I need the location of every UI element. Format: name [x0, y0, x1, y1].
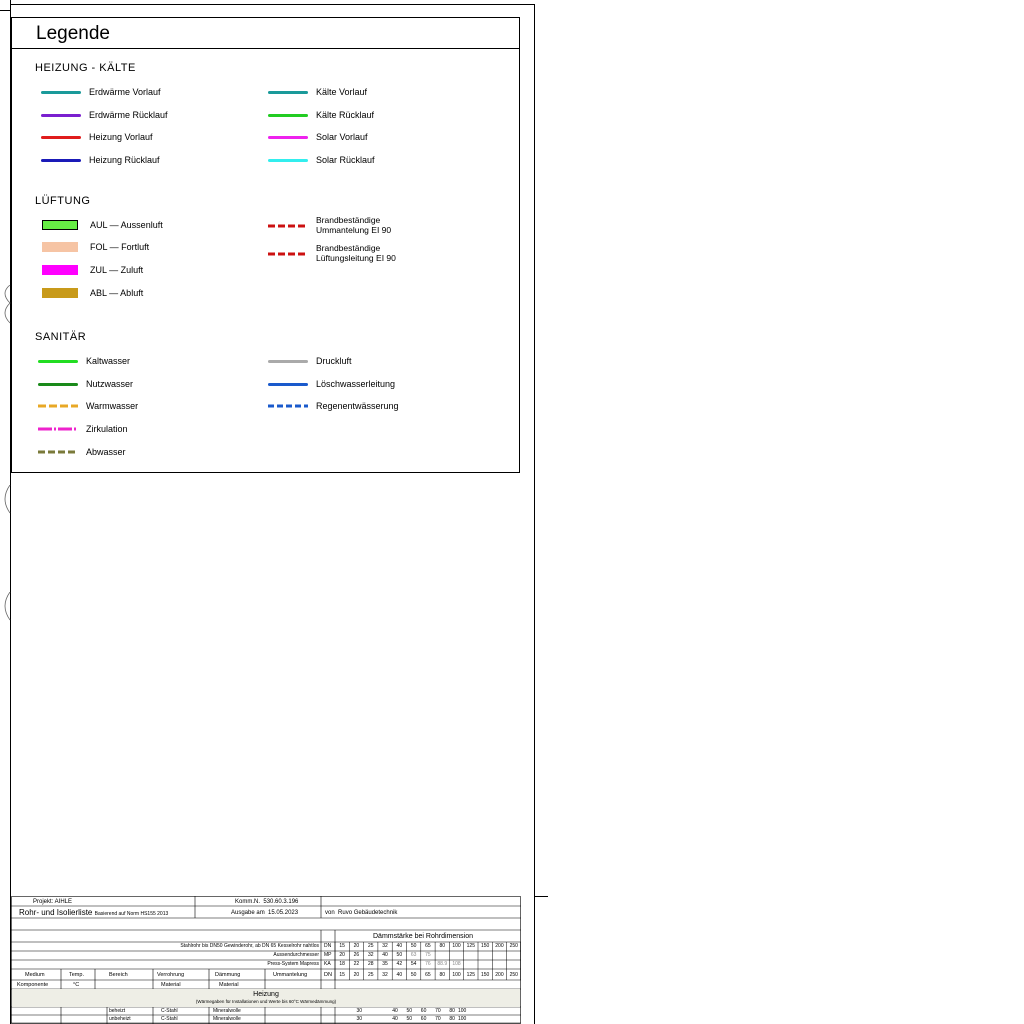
dashed-line-swatch	[268, 224, 308, 228]
dn-cell: 40	[396, 972, 403, 978]
header-dn: DN	[324, 972, 332, 978]
table-title-text: Rohr- und Isolierliste	[19, 908, 93, 917]
color-swatch	[42, 288, 78, 298]
dn-cell: 25	[367, 943, 374, 949]
dn-cell: 35	[382, 961, 388, 967]
dn-cell: 15	[339, 943, 345, 949]
dn-cell: 32	[382, 972, 388, 978]
data-row-value: 60	[420, 1016, 427, 1022]
line-swatch	[268, 114, 308, 117]
row-label-stahlrohr: Stahlrohr bis DN50 Gewinderohr, ab DN 65 Kesselrohr nahtlos	[180, 943, 319, 949]
dn-cell: 50	[410, 972, 417, 978]
dn-cell: 200	[495, 943, 504, 949]
dn-cell: 76	[425, 961, 431, 967]
dn-cell: 125	[466, 972, 475, 978]
top-border	[10, 4, 535, 5]
dn-cell: 22	[353, 961, 360, 967]
daemm-header: Dämmstärke bei Rohrdimension	[373, 933, 473, 940]
legend-label-line1: Brandbeständige	[316, 243, 381, 253]
dashed-line-swatch	[38, 450, 78, 454]
ausgabe-label-text: Ausgabe am	[231, 910, 265, 916]
dn-cell: 20	[353, 972, 360, 978]
heizung-section-sub: (Wärmegaben für Installationen und Werte bis 60°C Wärmedämmung)	[195, 999, 337, 1004]
dn-cell: 250	[509, 943, 518, 949]
legend-label: ABL — Abluft	[90, 288, 144, 298]
header-temp: Temp.	[69, 972, 84, 978]
dn-cell: 108	[452, 961, 461, 967]
dn-cell: 26	[353, 952, 360, 958]
header-ummantelung: Ummantelung	[273, 972, 308, 978]
line-swatch	[38, 383, 78, 386]
header-daemmung: Dämmung	[215, 972, 241, 978]
header-verrohrung: Verrohrung	[157, 972, 185, 978]
legend-label: Kaltwasser	[86, 356, 131, 366]
legend-label: Solar Rücklauf	[316, 155, 375, 165]
dn-cell: 80	[439, 972, 446, 978]
dn-cell: 20	[353, 943, 360, 949]
legend-label: Nutzwasser	[86, 379, 134, 389]
data-row-2-verrohrung: C-Stahl	[161, 1016, 178, 1022]
data-row-value: 40	[392, 1016, 398, 1022]
color-swatch	[42, 265, 78, 275]
sanitaer-heading: SANITÄR	[35, 331, 87, 343]
data-row-value: 70	[435, 1016, 441, 1022]
data-row-value: 30	[356, 1016, 362, 1022]
legend-box	[11, 17, 520, 473]
line-swatch	[41, 136, 81, 139]
row-label-mapress: Press-System Mapress	[267, 961, 319, 967]
row-unit-ka: KA	[324, 961, 331, 967]
dn-cell: 63	[410, 952, 417, 958]
dn-cell: 100	[452, 943, 461, 949]
data-row-value: 80	[449, 1016, 455, 1022]
data-row-value: 100	[457, 1016, 467, 1022]
lueftung-heading: LÜFTUNG	[35, 195, 91, 207]
legend-label	[316, 215, 391, 235]
sub-header-celsius: °C	[73, 982, 80, 988]
sub-header-komponente: Komponente	[17, 982, 49, 988]
edge-mark-2	[0, 485, 12, 515]
edge-mark-3	[0, 592, 12, 622]
color-swatch	[42, 242, 78, 252]
data-row-value: 70	[435, 1008, 441, 1014]
dn-cell: 32	[367, 952, 374, 958]
komm-value: 530.60.3.196	[263, 899, 299, 905]
data-row-value: 50	[406, 1016, 413, 1022]
legend-label: Druckluft	[316, 356, 352, 366]
data-row-value: 60	[420, 1008, 427, 1014]
dashed-line-swatch	[268, 252, 308, 256]
legend-label: Erdwärme Vorlauf	[89, 87, 161, 97]
dn-cell: 75	[425, 952, 431, 958]
legend-label: Kälte Vorlauf	[316, 87, 368, 97]
heizung-heading: HEIZUNG - KÄLTE	[35, 62, 136, 74]
data-row-2-bereich: unbeheizt	[109, 1016, 131, 1022]
table-title	[19, 909, 168, 918]
legend-label: Heizung Rücklauf	[89, 155, 160, 165]
data-row-1-daemmung: Mineralwolle	[213, 1008, 241, 1014]
tick-mark-top	[0, 10, 10, 11]
right-border	[534, 4, 535, 1024]
von-label-text: von	[325, 910, 335, 916]
row-unit-dn: DN	[324, 943, 332, 949]
legend-label: ZUL — Zuluft	[90, 265, 144, 275]
legend-label: Zirkulation	[86, 424, 128, 434]
dashdot-line-swatch	[38, 427, 78, 431]
row-label-aussendurchmesser: Aussendurchmesser	[273, 952, 319, 958]
project-label: Projekt: AIHLE	[33, 899, 73, 905]
komm-label-text: Komm.N.	[235, 899, 261, 905]
header-bereich: Bereich	[109, 972, 128, 978]
legend-label: Erdwärme Rücklauf	[89, 110, 168, 120]
line-swatch	[268, 136, 308, 139]
dn-cell: 150	[480, 972, 490, 978]
legend-label: Solar Vorlauf	[316, 132, 368, 142]
dn-cell: 40	[382, 952, 388, 958]
dn-cell: 65	[425, 943, 431, 949]
line-swatch	[268, 360, 308, 363]
legend-label: Löschwasserleitung	[316, 379, 396, 389]
line-swatch	[268, 159, 308, 162]
dn-cell: 20	[339, 952, 345, 958]
dn-cell: 65	[425, 972, 431, 978]
dn-cell: 50	[396, 952, 403, 958]
table-title-sub: Basierend auf Norm HS155 2013	[94, 911, 169, 917]
line-swatch	[268, 91, 308, 94]
legend-label: Regenentwässerung	[316, 401, 399, 411]
dn-cell: 150	[480, 943, 490, 949]
color-swatch	[42, 220, 78, 230]
dn-cell: 28	[367, 961, 374, 967]
data-row-value: 40	[392, 1008, 398, 1014]
line-swatch	[41, 91, 81, 94]
legend-label-line2: Lüftungsleitung EI 90	[316, 253, 396, 263]
dashed-line-swatch	[38, 404, 78, 408]
dn-cell: 32	[382, 943, 388, 949]
dashed-line-swatch	[268, 404, 308, 408]
legend-label: Warmwasser	[86, 401, 139, 411]
dn-cell: 50	[410, 943, 417, 949]
dn-cell: 42	[396, 961, 403, 967]
von-label	[325, 909, 397, 917]
legend-label	[316, 243, 396, 263]
legend-label: AUL — Aussenluft	[90, 220, 163, 230]
dn-cell: 54	[410, 961, 417, 967]
line-swatch	[38, 360, 78, 363]
dn-cell: 200	[495, 972, 504, 978]
data-row-value: 100	[457, 1008, 467, 1014]
dn-cell: 25	[367, 972, 374, 978]
legend-label: Heizung Vorlauf	[89, 132, 153, 142]
dn-cell: 80	[439, 943, 446, 949]
legend-label: Abwasser	[86, 447, 126, 457]
data-row-2-daemmung: Mineralwolle	[213, 1016, 241, 1022]
legend-title: Legende	[36, 23, 110, 44]
dn-cell: 100	[452, 972, 461, 978]
line-swatch	[41, 114, 81, 117]
dn-cell: 40	[396, 943, 403, 949]
ausgabe-value: 15.05.2023	[268, 910, 299, 916]
legend-title-bar	[12, 18, 519, 49]
heizung-section-label: Heizung	[253, 991, 279, 998]
komm-label	[235, 898, 298, 906]
legend-label-line2: Ummantelung EI 90	[316, 225, 392, 235]
data-row-value: 30	[356, 1008, 362, 1014]
pipe-insulation-table	[11, 896, 521, 1024]
sub-header-material-1: Material	[161, 982, 181, 988]
legend-label: Kälte Rücklauf	[316, 110, 375, 120]
data-row-1-bereich: beheizt	[109, 1008, 126, 1014]
dn-cell: 125	[466, 943, 475, 949]
sub-header-material-2: Material	[219, 982, 239, 988]
line-swatch	[41, 159, 81, 162]
dn-cell: 88.9	[437, 961, 448, 967]
legend-label-line1: Brandbeständige	[316, 215, 381, 225]
tick-mark	[534, 896, 548, 897]
legend-label: FOL — Fortluft	[90, 242, 150, 252]
line-swatch	[268, 383, 308, 386]
ausgabe-label	[231, 909, 298, 917]
dn-cell: 18	[339, 961, 345, 967]
dn-cell: 250	[509, 972, 518, 978]
dn-cell: 15	[339, 972, 345, 978]
row-unit-mp: MP	[324, 952, 332, 958]
data-row-1-verrohrung: C-Stahl	[161, 1008, 178, 1014]
header-medium: Medium	[25, 972, 45, 978]
data-row-value: 50	[406, 1008, 413, 1014]
von-value: Ruvo Gebäudetechnik	[338, 910, 398, 916]
data-row-value: 80	[449, 1008, 455, 1014]
